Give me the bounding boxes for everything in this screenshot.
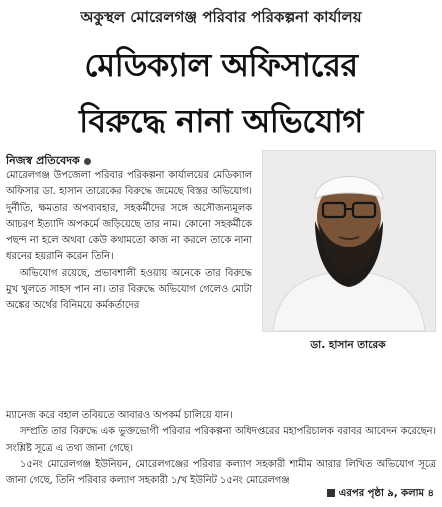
article-column (6, 168, 252, 315)
paragraph-2: অভিযোগ রয়েছে, প্রভাবশালী হওয়ায় অনেকে তার বিরুদ্ধে মুখ খুলতে সাহস পান না। তার বিরুদ্ধে অভিযোগ গেলেও মোটা অঙ্কের অর্থের বিনিময়ে কর্মকর্তাদের (6, 267, 252, 312)
continuation-text: এরপর পৃষ্ঠা ৯, কলাম ৪ (338, 488, 434, 499)
paragraph-3: ম্যানেজ করে বহাল তবিয়তে আবারও অপকর্ম চালিয়ে যান। (6, 410, 233, 421)
continuation-note (327, 486, 434, 503)
headline-line-2: বিরুদ্ধে নানা অভিযোগ (79, 102, 363, 140)
article-full-width (6, 408, 436, 489)
square-bullet-icon (327, 489, 335, 497)
portrait-photo (262, 150, 436, 332)
byline-text: নিজস্ব প্রতিবেদক (6, 154, 80, 167)
kicker-line: অকুস্থল মোরেলগঞ্জ পরিবার পরিকল্পনা কার্যালয় (80, 8, 362, 26)
paragraph-5: ১৫নং মোরেলগঞ্জ ইউনিয়ন, মোরেলগঞ্জের পরিবার কল্যাণ সহকারী শামীম আরার লিখিত অভিযোগ সূত্রে জানা গেছে, তিনি পরিবার কল্যাণ সহকারী ১/খ ইউনিট ১৫নং মোরেলগঞ্জ (6, 458, 436, 487)
paragraph-1: মোরেলগঞ্জ উপজেলা পরিবার পরিকল্পনা কার্যালয়ের মেডিক্যাল অফিসার ডা. হাসান তারেকের বিরুদ্ধে জমেছে বিস্তর অভিযোগ। দুর্নীতি, ক্ষমতার অপব্যবহার, সহকর্মীদের সঙ্গে অসৌজন্যমূলক আচরণ ইত্যাদি অপকর্মে জড়িয়েছে তার নাম। কোনো সহকর্মীকে পছন্দ না হলে অথবা কেউ কথামতো কাজ না করলে তাকে নানা ধরনের হয়রানি করেন তিনি। (6, 170, 252, 263)
headline-line-1: মেডিক্যাল অফিসারের (84, 46, 358, 84)
paragraph-4: সম্প্রতি তার বিরুদ্ধে এক ভুক্তভোগী পরিবার পরিকল্পনা অধিদপ্তরের মহাপরিচালক বরাবর আবেদন করেছেন। সংশ্লিষ্ট সূত্রে এ তথ্য জানা গেছে। (6, 426, 436, 454)
portrait-illustration-icon (263, 151, 435, 331)
photo-caption: ডা. হাসান তারেক (310, 339, 386, 351)
bullet-icon (84, 158, 91, 165)
